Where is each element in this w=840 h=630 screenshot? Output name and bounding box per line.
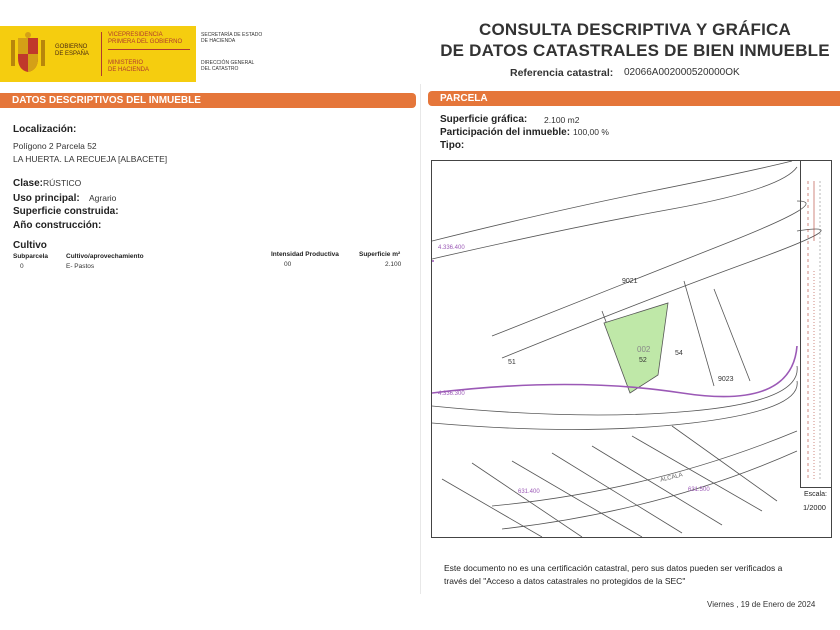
coord-x2-label: 631.500 [688, 487, 710, 493]
secretaria-label-2: DE HACIENDA [201, 38, 236, 44]
parcel-label-51: 51 [508, 359, 516, 366]
cadastral-map-svg [432, 161, 831, 537]
document-title-line1: CONSULTA DESCRIPTIVA Y GRÁFICA [478, 20, 792, 39]
anio-construccion-label: Año construcción: [13, 220, 102, 231]
sup-grafica-label: Superficie gráfica: [440, 114, 528, 125]
gov-divider [101, 32, 102, 76]
coordinate-line [432, 346, 797, 397]
clase-label: Clase: [13, 178, 44, 189]
cultivo-label: Cultivo [13, 240, 47, 251]
clase-value: RÚSTICO [43, 178, 82, 188]
gov-hline [108, 49, 190, 50]
th-cultivo: Cultivo/aprovechamiento [66, 253, 144, 260]
gov-espana-label: GOBIERNO DE ESPAÑA [55, 44, 89, 57]
coord-y1-label: 4.336.400 [438, 245, 465, 251]
table-row-superficie: 2.100 [385, 261, 402, 268]
coat-of-arms-icon [8, 32, 48, 76]
footer-note-line1: Este documento no es una certificación catastral, pero sus datos pueden ser verificados a [444, 563, 783, 573]
localizacion-line1: Polígono 2 Parcela 52 [13, 141, 97, 151]
superficie-construida-label: Superficie construida: [13, 206, 119, 217]
coord-y2-label: 4.336.300 [438, 391, 465, 397]
uso-principal-value: Agrario [89, 193, 117, 203]
ministry-label-2: DE HACIENDA [108, 67, 150, 73]
ministry-label-1: MINISTERIO [108, 60, 144, 66]
page-divider [420, 84, 421, 594]
scale-value: 1/2000 [803, 503, 826, 512]
participacion-value: 100,00 % [573, 127, 609, 137]
direccion-label-2: DEL CATASTRO [201, 66, 239, 72]
localizacion-line2: LA HUERTA. LA RECUEJA [ALBACETE] [13, 154, 168, 164]
cadastral-map [431, 160, 832, 538]
th-superficie: Superficie m² [359, 251, 401, 258]
parcel-52-highlight [604, 303, 668, 393]
government-header [0, 26, 270, 82]
direccion-label-1: DIRECCIÓN GENERAL [201, 60, 255, 66]
coord-x1-label: 631.400 [518, 489, 540, 495]
table-row-intensidad: 00 [284, 261, 292, 268]
th-subparcela: Subparcela [13, 253, 49, 260]
road-label: ALCALA [659, 472, 684, 484]
table-row-cultivo: E- Pastos [66, 263, 95, 270]
parcel-label-52: 52 [639, 357, 647, 364]
section-bar-parcela: PARCELA [428, 91, 840, 106]
legend-marks [804, 181, 828, 481]
parcel-label-002: 002 [637, 345, 651, 354]
vice-label-1: VICEPRESIDENCIA [108, 32, 163, 38]
participacion-label: Participación del inmueble: [440, 127, 571, 138]
ref-catastral-value: 02066A002000520000OK [624, 67, 740, 78]
ref-catastral-label: Referencia catastral: [510, 67, 614, 79]
section-bar-datos: DATOS DESCRIPTIVOS DEL INMUEBLE [0, 93, 416, 108]
parcel-label-54: 54 [675, 350, 683, 357]
parcel-label-9021: 9021 [622, 278, 638, 285]
scale-label: Escala: [804, 491, 827, 498]
vice-label-2: PRIMERA DEL GOBIERNO [108, 39, 183, 45]
map-legend-strip [800, 161, 801, 487]
secretaria-label-1: SECRETARÍA DE ESTADO [201, 32, 263, 38]
sup-grafica-value: 2.100 m2 [544, 115, 580, 125]
localizacion-label: Localización: [13, 124, 77, 135]
footer-note-line2: través del "Acceso a datos catastrales no protegidos de la SEC" [444, 576, 686, 586]
table-row-subparcela: 0 [20, 263, 24, 270]
parcel-label-9023: 9023 [718, 376, 734, 383]
uso-principal-label: Uso principal: [13, 193, 80, 204]
document-title-line2: DE DATOS CATASTRALES DE BIEN INMUEBLE [440, 41, 830, 60]
document-date: Viernes , 19 de Enero de 2024 [707, 600, 816, 609]
th-intensidad: Intensidad Productiva [271, 251, 339, 258]
tipo-label: Tipo: [440, 140, 465, 151]
